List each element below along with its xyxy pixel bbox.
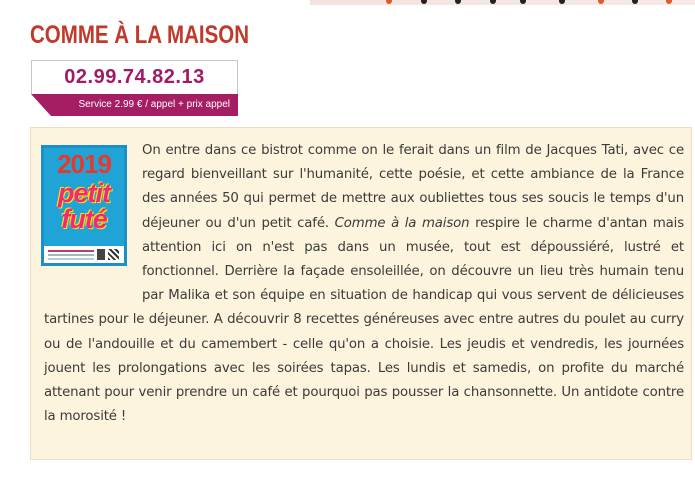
badge-brand-line1: petit [58, 178, 110, 208]
phone-box[interactable] [31, 60, 238, 116]
review-text-emphasis: Comme à la maison [334, 215, 470, 231]
top-decorative-strip [0, 0, 695, 6]
review-text [44, 139, 684, 429]
badge-year: 2019 [57, 149, 111, 179]
phone-number[interactable]: 02.99.74.82.13 [64, 66, 205, 88]
page-title: COMME À LA MAISON [30, 21, 250, 49]
phone-service-banner [31, 94, 238, 116]
phone-service-text: Service 2.99 € / appel + prix appel [78, 99, 230, 110]
review-text-part2: respire le charme d'antan mais attention ici on n'est pas dans un musée, tout est dépoussiéré, lustré et fonctionnel. Derrière la façade ensoleillée, on découvre un lieu très humain tenu par Malika et son équipe en situation de handicap qui vous servent de délicieuses tartines pour le déjeuner. A découvrir 8 recettes généreuses avec entre autres du poulet au curry ou de l'andouille et du camembert - celle qu'on a choisie. Les jeudis et vendredis, les journées jouent les prolongations avec les soirées tapas. Les lundis et samedis, on profite du marché attenant pour venir prendre un café et pourquoi pas pousser la chansonnette. Un antidote contre la morosité ! [44, 215, 684, 425]
review-text-part1: On entre dans ce bistrot comme on le ferait dans un film de Jacques Tati, avec ce regard bienveillant sur l'humanité, cette poésie, et cette ambiance de la France des années 50 qui permet de mettre aux oubliettes tous ses soucis le temps d'un déjeuner ou d'un petit café. [142, 143, 684, 231]
badge-spacer [44, 139, 142, 285]
badge-brand-line2: futé [61, 204, 107, 234]
banner-notch [31, 94, 51, 116]
review-panel [30, 127, 692, 460]
